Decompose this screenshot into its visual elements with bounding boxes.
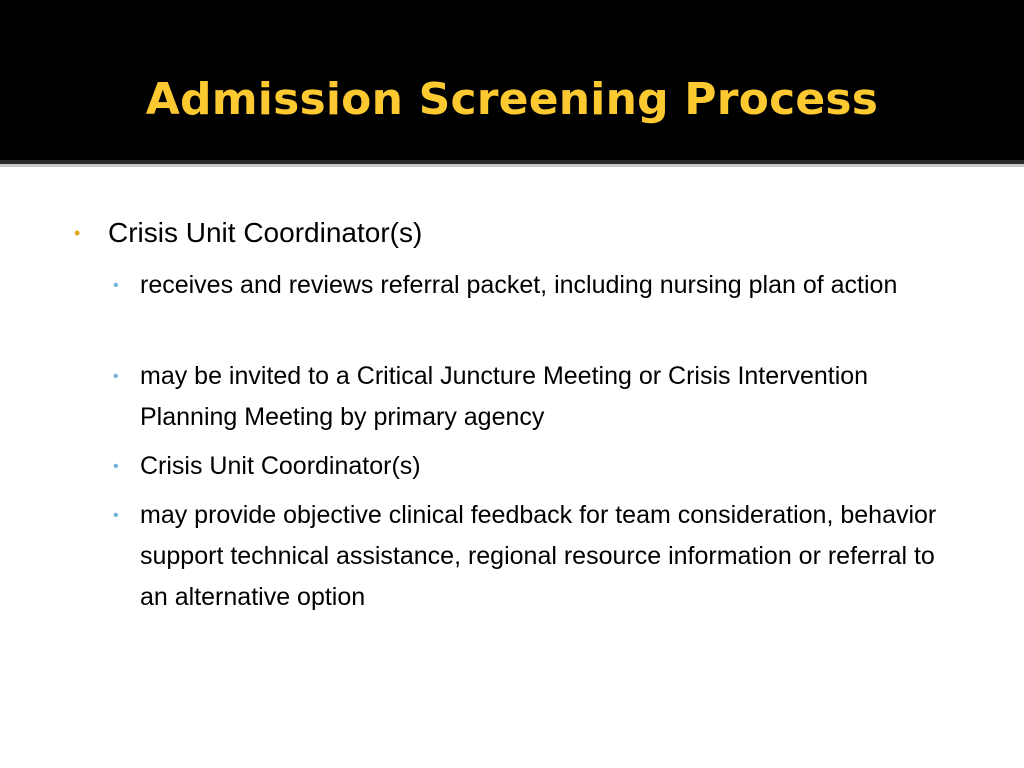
bullet-item-level2	[113, 495, 940, 618]
bullet-item-level2	[113, 265, 940, 306]
bullet-item-level2	[113, 446, 940, 487]
bullet-marker-level2: •	[113, 368, 119, 385]
bullet-item-level2	[113, 356, 940, 438]
bullet-marker-level2: •	[113, 277, 119, 294]
bullet-marker-level2: •	[113, 458, 119, 475]
title-divider-highlight	[0, 164, 1024, 167]
bullet-text: may provide objective clinical feedback for team consideration, behavior support technical assistance, regional resource information or referral to an alternative option	[140, 501, 937, 611]
bullet-item-level1	[74, 213, 948, 253]
bullet-text: receives and reviews referral packet, including nursing plan of action	[140, 271, 898, 299]
bullet-text: may be invited to a Critical Juncture Meeting or Crisis Intervention Planning Meeting by primary agency	[140, 362, 869, 431]
bullet-text: Crisis Unit Coordinator(s)	[108, 217, 423, 248]
bullet-text: Crisis Unit Coordinator(s)	[140, 452, 421, 480]
bullet-marker-level1: •	[74, 223, 81, 243]
slide-title: Admission Screening Process	[145, 74, 879, 125]
bullet-marker-level2: •	[113, 507, 119, 524]
